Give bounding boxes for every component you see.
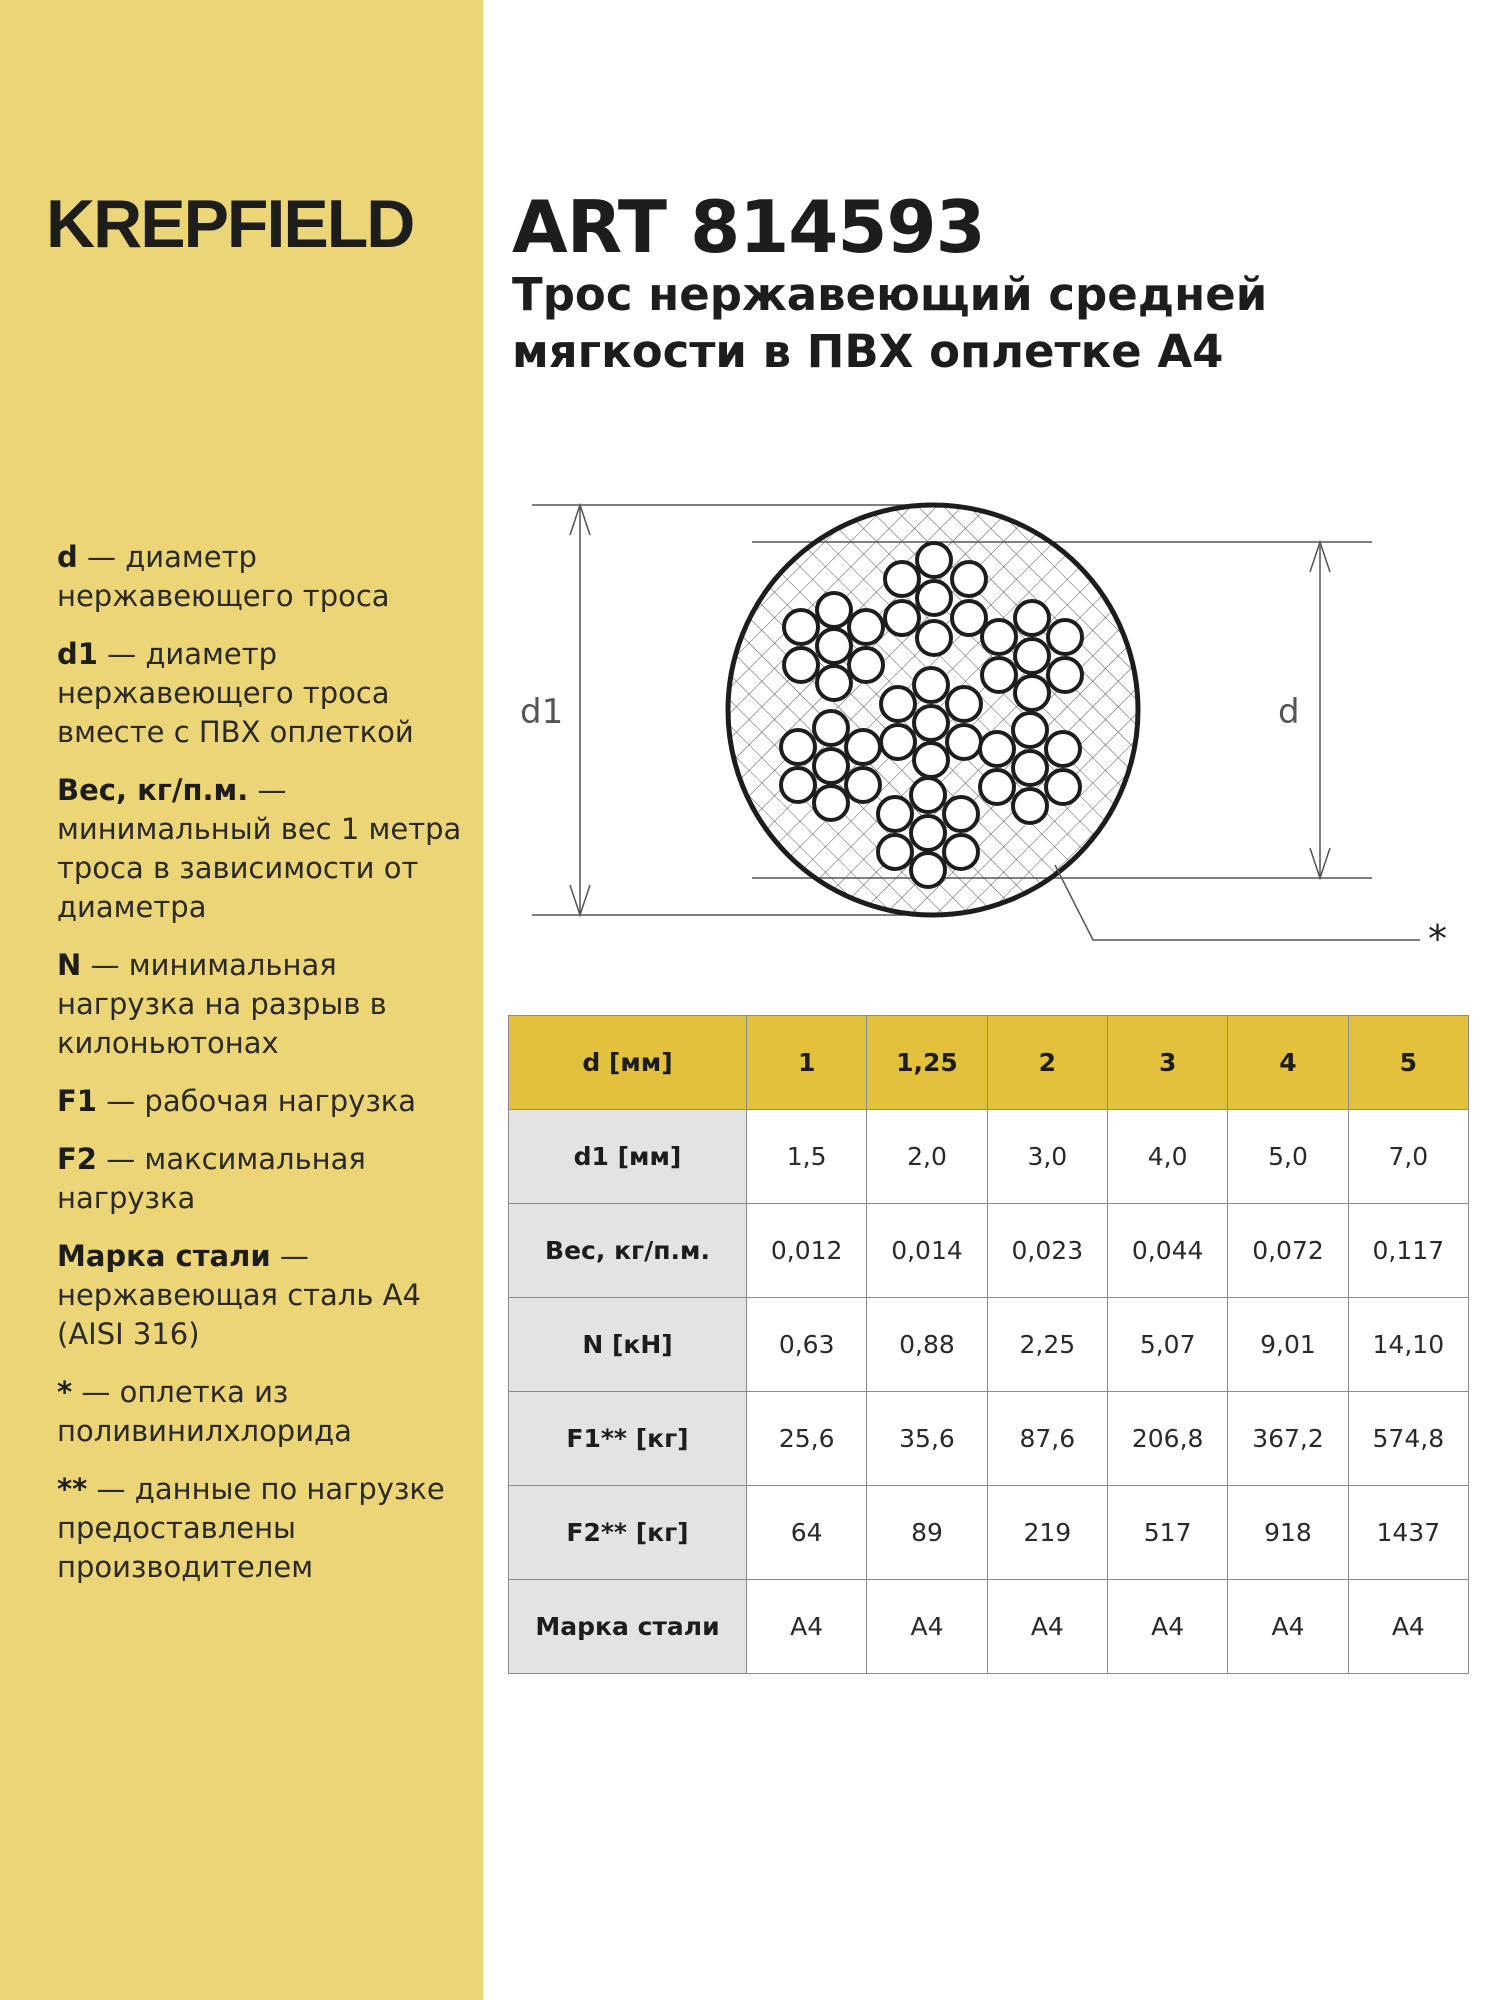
row-header-cell: d1 [мм]: [509, 1110, 747, 1204]
table-header-row: [509, 1016, 1469, 1110]
table-cell: 367,2: [1228, 1392, 1348, 1486]
legend-desc: — максимальная нагрузка: [57, 1142, 366, 1215]
legend-item-weight: [57, 771, 477, 927]
table-cell: А4: [747, 1580, 867, 1674]
row-header-cell: F2** [кг]: [509, 1486, 747, 1580]
table-cell: 64: [747, 1486, 867, 1580]
table-cell: 0,88: [867, 1298, 987, 1392]
table-cell: 0,012: [747, 1204, 867, 1298]
brand-logo: KREPFIELD: [46, 186, 414, 262]
table-header-cell: 1: [747, 1016, 867, 1110]
table-row: [509, 1392, 1469, 1486]
table-cell: 0,117: [1348, 1204, 1468, 1298]
product-title: [512, 266, 1412, 380]
table-cell: 2,0: [867, 1110, 987, 1204]
table-row: [509, 1204, 1469, 1298]
legend: [57, 538, 477, 1606]
table-header-cell: 5: [1348, 1016, 1468, 1110]
legend-term: N: [57, 948, 82, 982]
legend-desc: — диаметр нержавеющего троса вместе с ПВХ оплеткой: [57, 637, 414, 749]
article-number: ART 814593: [512, 185, 985, 269]
legend-desc: — рабочая нагрузка: [97, 1084, 417, 1118]
table-header-cell: d [мм]: [509, 1016, 747, 1110]
table-cell: 25,6: [747, 1392, 867, 1486]
legend-item-steel: [57, 1237, 477, 1354]
table-cell: 0,014: [867, 1204, 987, 1298]
table-cell: 4,0: [1107, 1110, 1227, 1204]
specifications-table: [508, 1015, 1469, 1674]
table-cell: 0,044: [1107, 1204, 1227, 1298]
table-cell: 87,6: [987, 1392, 1107, 1486]
table-cell: А4: [1107, 1580, 1227, 1674]
legend-term: *: [57, 1375, 73, 1409]
table-cell: 3,0: [987, 1110, 1107, 1204]
legend-term: Марка стали: [57, 1239, 271, 1273]
table-cell: 206,8: [1107, 1392, 1227, 1486]
row-header-cell: Марка стали: [509, 1580, 747, 1674]
table-cell: 1437: [1348, 1486, 1468, 1580]
table-row: [509, 1580, 1469, 1674]
table-cell: А4: [1348, 1580, 1468, 1674]
cable-cross-section-diagram: [520, 490, 1480, 970]
legend-item-f2: [57, 1140, 477, 1218]
legend-term: F2: [57, 1142, 97, 1176]
table-row: [509, 1298, 1469, 1392]
table-cell: 0,023: [987, 1204, 1107, 1298]
table-cell: 574,8: [1348, 1392, 1468, 1486]
legend-desc: — минимальная нагрузка на разрыв в килоньютонах: [57, 948, 387, 1060]
table-cell: 14,10: [1348, 1298, 1468, 1392]
product-title-line-1: Трос нержавеющий средней: [512, 268, 1268, 321]
table-cell: 219: [987, 1486, 1107, 1580]
table-header-cell: 4: [1228, 1016, 1348, 1110]
table-cell: 9,01: [1228, 1298, 1348, 1392]
d-label: d: [1278, 692, 1300, 732]
product-title-line-2: мягкости в ПВХ оплетке А4: [512, 325, 1224, 378]
row-header-cell: F1** [кг]: [509, 1392, 747, 1486]
table-cell: 918: [1228, 1486, 1348, 1580]
table-header-cell: 2: [987, 1016, 1107, 1110]
legend-term: d1: [57, 637, 98, 671]
legend-item-d1: [57, 635, 477, 752]
table-cell: 0,072: [1228, 1204, 1348, 1298]
table-row: [509, 1110, 1469, 1204]
legend-desc: — нержавеющая сталь А4 (AISI 316): [57, 1239, 421, 1351]
d1-label: d1: [520, 692, 564, 732]
sidebar: [0, 0, 483, 2000]
legend-term: F1: [57, 1084, 97, 1118]
table-cell: 1,5: [747, 1110, 867, 1204]
sheath-leader-line: [1055, 865, 1420, 940]
legend-desc: — данные по нагрузке предоставлены производителем: [57, 1472, 445, 1584]
legend-desc: — диаметр нержавеющего троса: [57, 540, 390, 613]
table-cell: А4: [987, 1580, 1107, 1674]
table-cell: А4: [867, 1580, 987, 1674]
sheath-footnote-marker: *: [1428, 917, 1447, 961]
row-header-cell: N [кН]: [509, 1298, 747, 1392]
table-header-cell: 1,25: [867, 1016, 987, 1110]
table-cell: 2,25: [987, 1298, 1107, 1392]
table-header-cell: 3: [1107, 1016, 1227, 1110]
table-cell: А4: [1228, 1580, 1348, 1674]
row-header-cell: Вес, кг/п.м.: [509, 1204, 747, 1298]
table-cell: 5,0: [1228, 1110, 1348, 1204]
legend-item-double-star: [57, 1470, 477, 1587]
table-cell: 0,63: [747, 1298, 867, 1392]
legend-term: d: [57, 540, 78, 574]
table-row: [509, 1486, 1469, 1580]
table-cell: 7,0: [1348, 1110, 1468, 1204]
legend-item-n: [57, 946, 477, 1063]
legend-item-f1: [57, 1082, 477, 1121]
legend-item-star: [57, 1373, 477, 1451]
table-cell: 35,6: [867, 1392, 987, 1486]
legend-term: **: [57, 1472, 88, 1506]
table-cell: 517: [1107, 1486, 1227, 1580]
legend-desc: — оплетка из поливинилхлорида: [57, 1375, 352, 1448]
table-cell: 89: [867, 1486, 987, 1580]
legend-term: Вес, кг/п.м.: [57, 773, 249, 807]
legend-item-d: [57, 538, 477, 616]
legend-desc: — минимальный вес 1 метра троса в зависимости от диаметра: [57, 773, 462, 924]
table-cell: 5,07: [1107, 1298, 1227, 1392]
